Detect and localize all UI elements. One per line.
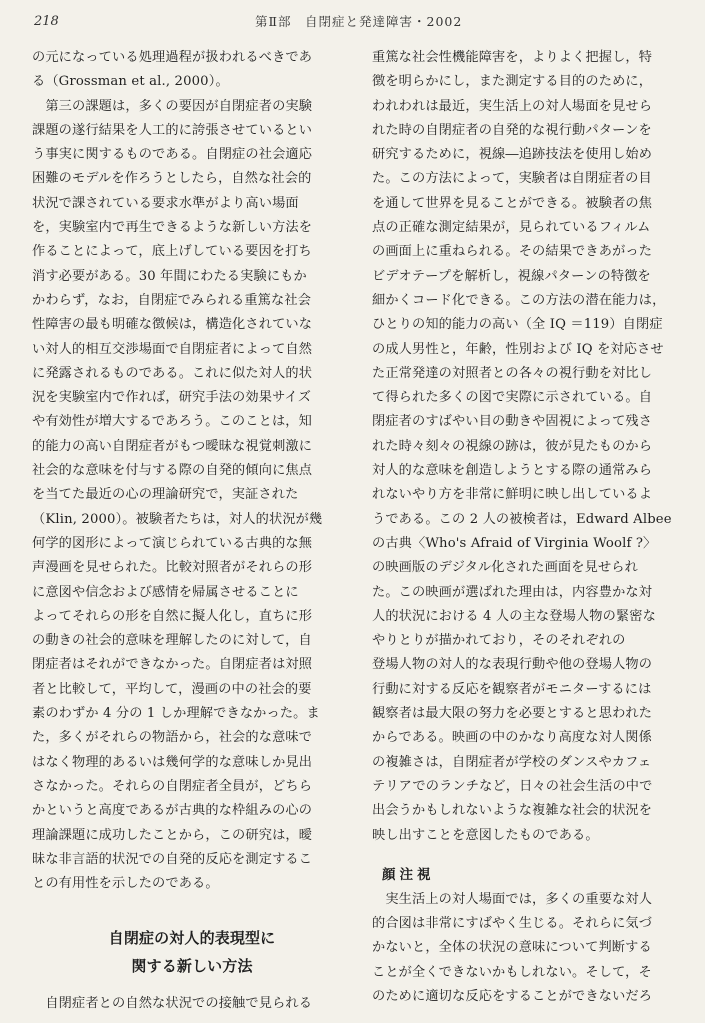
text-line: て得られた多くの図で実際に示されている。自 — [372, 390, 653, 406]
text-line: ことが全くできないかもしれない。そして，そ — [372, 964, 652, 980]
text-line: や有効性が増大するであろう。このことは，知 — [32, 414, 312, 430]
text-line: を，実験室内で再生できるような新しい方法を — [32, 220, 313, 236]
text-line: 性障害の最も明確な徴候は，構造化されていな — [32, 317, 313, 333]
text-line: 消す必要がある。30 年間にわたる実験にもか — [32, 268, 307, 284]
text-line: 的能力の高い自閉症者がもつ曖昧な視覚刺激に — [32, 438, 313, 454]
section-heading — [32, 924, 352, 980]
text-line: 課題の遂行結果を人工的に誇張させているとい — [32, 122, 313, 138]
text-line: 出会うかもしれないような複雑な社会的状況を — [372, 803, 653, 819]
text-line: 重篤な社会性機能障害を，よりよく把握し，特 — [372, 50, 653, 65]
text-line: の複雑さは，自閉症者が学校のダンスやカフェ — [372, 754, 652, 770]
text-line: い対人的相互交渉場面で自閉症者によって自然 — [32, 341, 313, 357]
text-line: 第三の課題は，多くの要因が自閉症者の実験 — [32, 98, 313, 114]
text-line: 行動に対する反応を観察者がモニターするには — [372, 681, 652, 697]
right-section-body — [372, 888, 690, 1009]
text-line: さなかった。それらの自閉症者全員が，どちら — [32, 778, 313, 794]
text-line: うである。この 2 人の被検者は，Edward Albee — [372, 511, 672, 527]
text-line: 者と比較して，平均して，漫画の中の社会的要 — [32, 681, 312, 697]
text-line: に発露されるものである。これに似た対人的状 — [32, 365, 313, 381]
text-line: 対人的な意味を創造しようとする際の通常みら — [372, 463, 653, 479]
text-line: 点の正確な測定結果が，見られているフィルム — [372, 220, 651, 236]
text-line: 観察者は最大限の努力を必要とすると思われた — [372, 706, 653, 722]
text-line: はなく物理的あるいは幾何学的な意味しか見出 — [32, 754, 313, 770]
text-line: 素のわずか 4 分の 1 しか理解できなかった。ま — [32, 706, 320, 722]
text-line: 状況で課されている要求水準がより高い場面 — [32, 195, 299, 211]
text-line: の成人男性と，年齢，性別および IQ を対応させ — [372, 341, 664, 357]
page-number: 218 — [34, 14, 59, 29]
text-line: ビデオテープを解析し，視線パターンの特徴を — [372, 268, 651, 284]
section-heading-line: 自閉症の対人的表現型に — [108, 929, 276, 948]
text-line: 況を実験室内で作れば，研究手法の効果サイズ — [32, 390, 312, 406]
text-line: た，多くがそれらの物語から，社会的な意味で — [32, 730, 313, 746]
text-line: 映し出すことを意図したものである。 — [372, 827, 599, 843]
text-line: う事実に関するものである。自閉症の社会適応 — [32, 147, 313, 163]
text-line: 何学的図形によって演じられている古典的な無 — [32, 535, 313, 551]
text-line: 徴を明らかにし，また測定する目的のために， — [372, 74, 653, 90]
text-line: た。この映画が選ばれた理由は，内容豊かな対 — [372, 584, 653, 600]
left-section-body — [32, 992, 352, 1016]
text-line: れた時々刻々の視線の跡は，彼が見たものから — [372, 438, 653, 454]
text-line: 細かくコード化できる。この方法の潜在能力は， — [372, 292, 666, 308]
text-line: 閉症者はそれができなかった。自閉症者は対照 — [32, 657, 313, 673]
text-line: 自閉症者との自然な状況での接触で見られる — [32, 996, 313, 1012]
text-line: 実生活上の対人場面では，多くの重要な対人 — [372, 891, 653, 907]
right-paragraphs — [372, 46, 690, 848]
text-line: る（Grossman et al., 2000）。 — [32, 74, 229, 90]
text-line: われわれは最近，実生活上の対人場面を見せら — [372, 98, 653, 114]
text-line: かというと高度であるが古典的な枠組みの心の — [32, 803, 313, 819]
right-column — [372, 46, 690, 1009]
text-line: かわらず，なお，自閉症でみられる重篤な社会 — [32, 292, 312, 308]
text-line: 困難のモデルを作ろうとしたら，自然な社会的 — [32, 171, 312, 187]
text-line: からである。映画の中のかなり高度な対人関係 — [372, 730, 652, 746]
text-line: 作ることによって，底上げしている要因を打ち — [32, 244, 312, 260]
text-line: 閉症者のすばやい目の動きや固視によって残さ — [372, 414, 653, 430]
text-line: との有用性を示したのである。 — [32, 876, 219, 892]
text-line: 人的状況における 4 人の主な登場人物の緊密な — [372, 608, 656, 624]
left-paragraphs — [32, 46, 352, 896]
text-line: の画面上に重ねられる。その結果できあがった — [372, 244, 653, 260]
text-line: 声漫画を見せられた。比較対照者がそれらの形 — [32, 560, 313, 576]
subheading-face-gaze: 顔注視 — [382, 866, 435, 883]
text-line: を当てた最近の心の理論研究で，実証された — [32, 487, 299, 503]
text-line: 社会的な意味を付与する際の自発的傾向に焦点 — [32, 463, 313, 479]
text-line: た。この方法によって，実験者は自閉症者の目 — [372, 171, 652, 187]
running-head: 第Ⅱ部 自閉症と発達障害・2002 — [255, 14, 463, 29]
text-line: の古典〈Who's Afraid of Virginia Woolf ?〉 — [372, 535, 657, 551]
text-line: かないと，全体の状況の意味について判断する — [372, 940, 652, 956]
text-line: た正常発達の対照者との各々の視行動を対比し — [372, 365, 653, 381]
text-line: （Klin, 2000）。被験者たちは，対人的状況が幾 — [32, 511, 323, 527]
text-line: の元になっている処理過程が扱われるべきであ — [32, 50, 313, 65]
section-heading-line: 関する新しい方法 — [131, 957, 253, 976]
text-line: 登場人物の対人的な表現行動や他の登場人物の — [372, 657, 653, 673]
page-header — [0, 10, 705, 34]
text-line: を通して世界を見ることができる。被験者の焦 — [372, 195, 653, 211]
text-line: 研究するために，視線―追跡技法を使用し始め — [372, 147, 653, 163]
text-line: 理論課題に成功したことから，この研究は，曖 — [32, 827, 313, 843]
text-line: 昧な非言語的状況での自発的反応を測定するこ — [32, 851, 313, 867]
text-line: に意図や信念および感情を帰属させることに — [32, 584, 299, 600]
text-line: よってそれらの形を自然に擬人化し，直ちに形 — [32, 608, 313, 624]
text-line: 的合図は非常にすばやく生じる。それらに気づ — [372, 916, 653, 932]
text-line: の映画版のデジタル化された画面を見せられ — [372, 560, 638, 576]
text-line: やりとりが描かれており，そのそれぞれの — [372, 633, 626, 649]
text-line: れた時の自閉症者の自発的な視行動パターンを — [372, 122, 652, 138]
text-line: テリアでのランチなど，日々の社会生活の中で — [372, 778, 653, 794]
text-line: の動きの社会的意味を理解したのに対して，自 — [32, 633, 312, 649]
text-line: れないやり方を非常に鮮明に映し出しているよ — [372, 487, 653, 503]
text-line: のために適切な反応をすることができないだろ — [372, 988, 653, 1004]
text-line: ひとりの知的能力の高い（全 IQ ＝119）自閉症 — [372, 317, 663, 333]
left-column — [32, 46, 352, 1017]
